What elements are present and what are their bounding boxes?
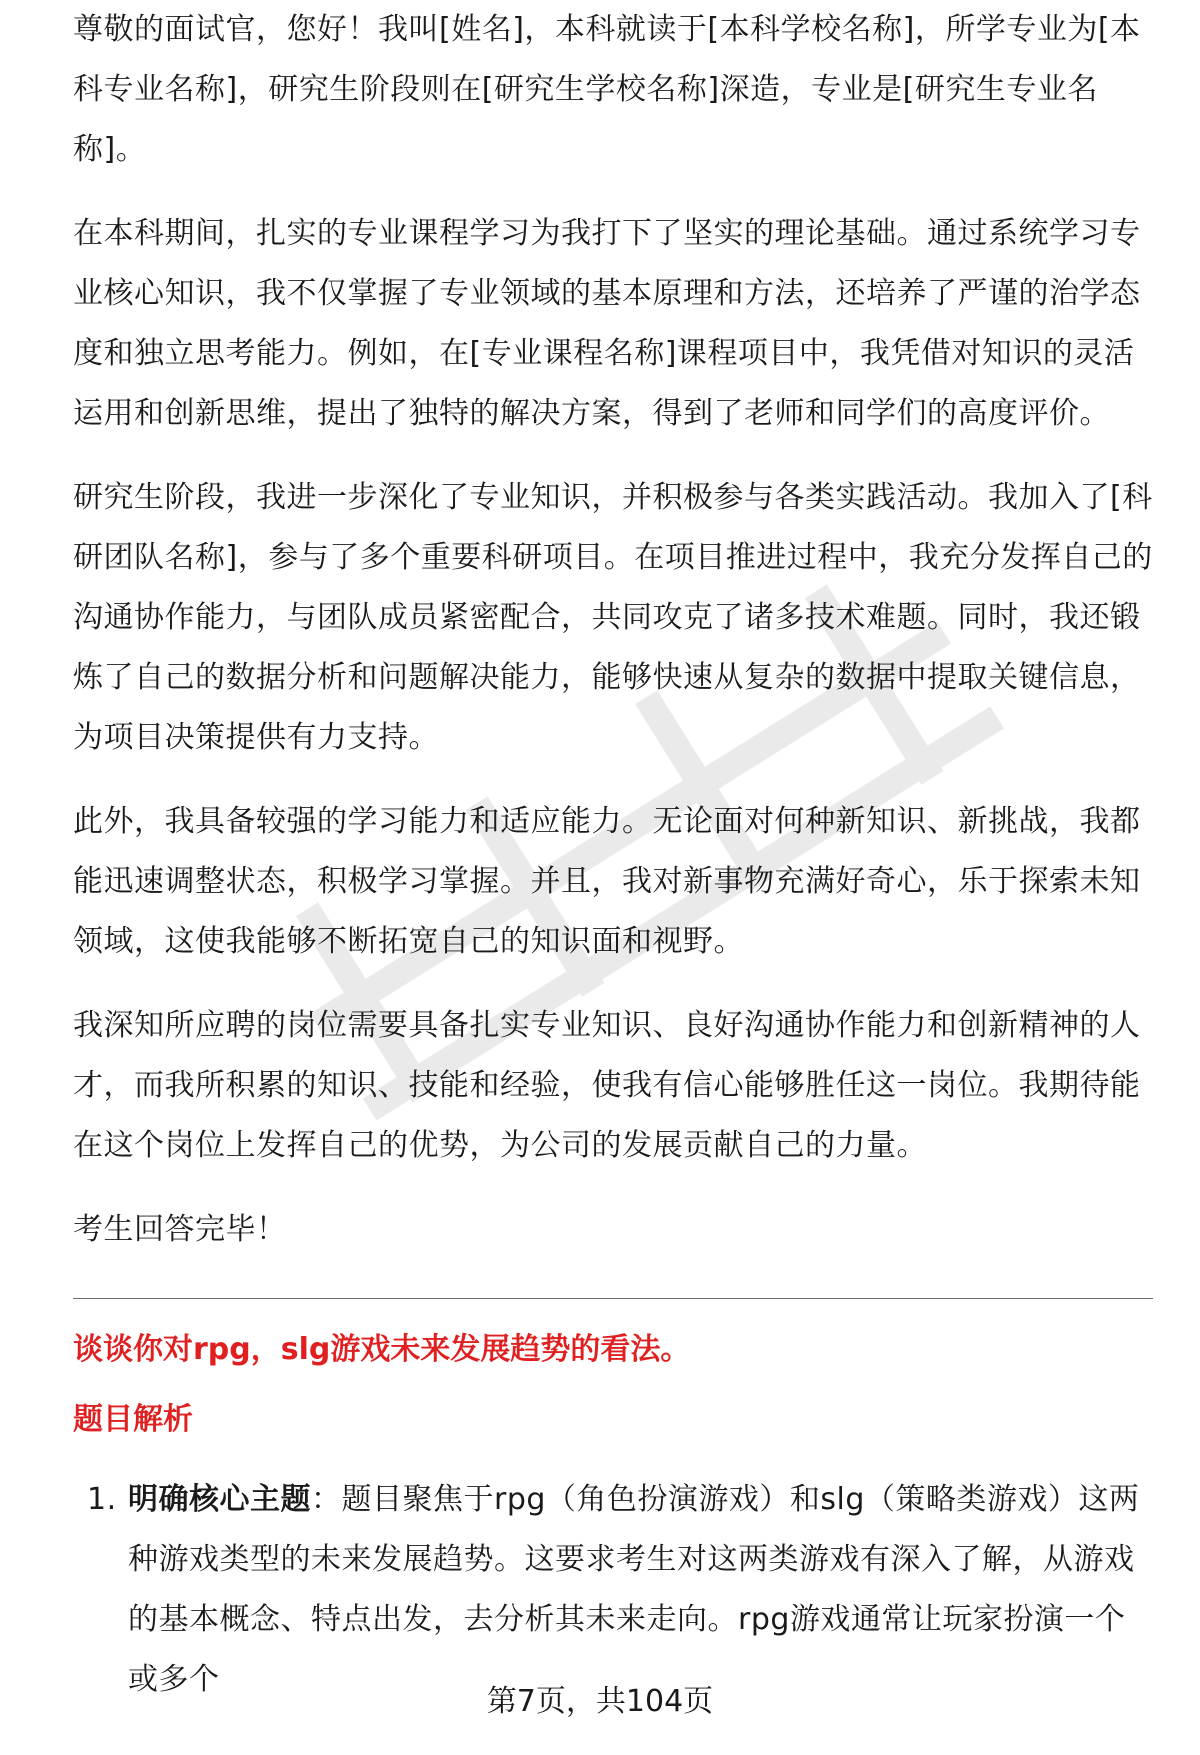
paragraph-fit: 我深知所应聘的岗位需要具备扎实专业知识、良好沟通协作能力和创新精神的人才，而我所积累的知识、技能和经验，使我有信心能够胜任这一岗位。我期待能在这个岗位上发挥自己的优势，为公司的发展贡献自己的力量。 xyxy=(73,1008,1141,1163)
paragraph-graduate: 研究生阶段，我进一步深化了专业知识，并积极参与各类实践活动。我加入了[科研团队名称]，参与了多个重要科研项目。在项目推进过程中，我充分发挥自己的沟通协作能力，与团队成员紧密配合，共同攻克了诸多技术难题。同时，我还锻炼了自己的数据分析和问题解决能力，能够快速从复杂的数据中提取关键信息，为项目决策提供有力支持。 xyxy=(73,480,1153,755)
question-heading: 谈谈你对rpg，slg游戏未来发展趋势的看法。 xyxy=(73,1332,691,1367)
list-item-title: 明确核心主题 xyxy=(128,1482,311,1517)
answer-body xyxy=(73,12,1153,1284)
list-marker: 1. xyxy=(87,1482,117,1517)
list-item-text: ：题目聚焦于rpg（角色扮演游戏）和slg（策略类游戏）这两种游戏类型的未来发展趋势。这要求考生对这两类游戏有深入了解，从游戏的基本概念、特点出发，去分析其未来走向。rpg游戏通常让玩家扮演一个或多个 xyxy=(128,1482,1140,1697)
paragraph-intro: 尊敬的面试官，您好！我叫[姓名]，本科就读于[本科学校名称]，所学专业为[本科专业名称]，研究生阶段则在[研究生学校名称]深造，专业是[研究生专业名称]。 xyxy=(73,12,1141,167)
page-footer: 第7页，共104页 xyxy=(486,1684,714,1719)
paragraph-undergrad: 在本科期间，扎实的专业课程学习为我打下了坚实的理论基础。通过系统学习专业核心知识，我不仅掌握了专业领域的基本原理和方法，还培养了严谨的治学态度和独立思考能力。例如，在[专业课程名称]课程项目中，我凭借对知识的灵活运用和创新思维，提出了独特的解决方案，得到了老师和同学们的高度评价。 xyxy=(73,216,1141,431)
paragraph-closing: 考生回答完毕！ xyxy=(73,1212,287,1247)
paragraph-abilities: 此外，我具备较强的学习能力和适应能力。无论面对何种新知识、新挑战，我都能迅速调整状态，积极学习掌握。并且，我对新事物充满好奇心，乐于探索未知领域，这使我能够不断拓宽自己的知识面和视野。 xyxy=(73,804,1141,959)
analysis-heading: 题目解析 xyxy=(73,1402,193,1437)
section-divider xyxy=(73,1298,1153,1299)
